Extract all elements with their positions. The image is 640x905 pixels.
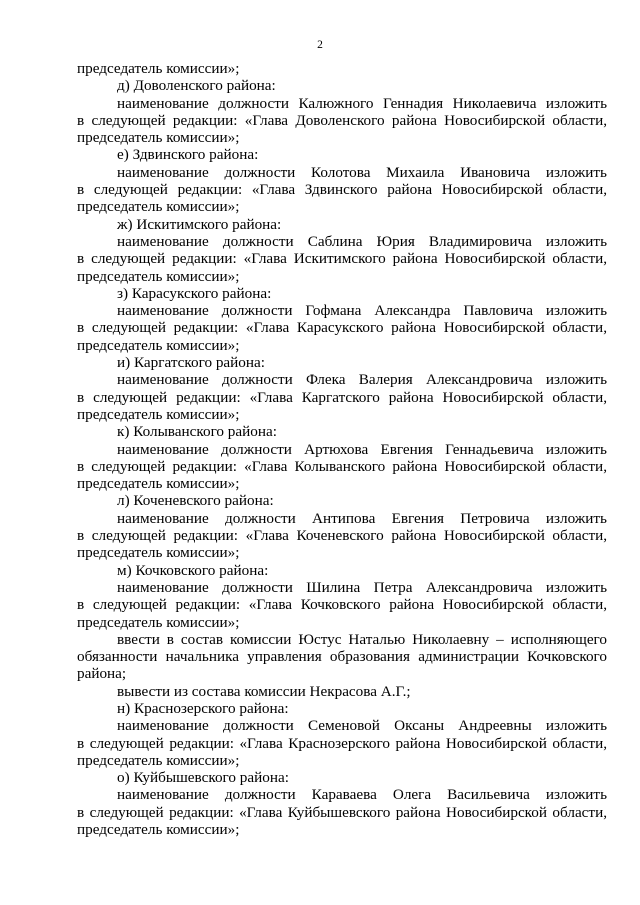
- document-line: председатель комиссии»;: [77, 198, 240, 216]
- document-line: наименование должности Гофмана Александра Павловича изложить: [117, 302, 607, 320]
- document-line: председатель комиссии»;: [77, 405, 240, 423]
- document-line: председатель комиссии»;: [77, 60, 240, 77]
- document-line: председатель комиссии»;: [77, 613, 240, 631]
- document-line: м) Кочковского района:: [117, 561, 269, 579]
- page-number: 2: [317, 39, 323, 51]
- document-line: наименование должности Семеновой Оксаны Андреевны изложить: [117, 717, 607, 735]
- document-line: к) Колыванского района:: [117, 423, 277, 441]
- document-line: наименование должности Флека Валерия Александровича изложить: [117, 371, 607, 389]
- document-line: в следующей редакции: «Глава Доволенского района Новосибирской области,: [77, 111, 607, 129]
- document-line: н) Краснозерского района:: [117, 699, 289, 717]
- document-line: председатель комиссии»;: [77, 129, 240, 147]
- document-line: наименование должности Саблина Юрия Владимировича изложить: [117, 232, 607, 250]
- document-line: в следующей редакции: «Глава Каргатского района Новосибирской области,: [77, 388, 607, 406]
- document-line: в следующей редакции: «Глава Здвинского района Новосибирской области,: [77, 181, 607, 199]
- document-line: обязанности начальника управления образования администрации Кочковского: [77, 648, 607, 666]
- document-line: наименование должности Калюжного Геннадия Николаевича изложить: [117, 94, 607, 112]
- document-line: о) Куйбышевского района:: [117, 769, 289, 787]
- document-line: в следующей редакции: «Глава Кочковского района Новосибирской области,: [77, 596, 607, 614]
- document-line: л) Коченевского района:: [117, 492, 274, 510]
- document-line: председатель комиссии»;: [77, 821, 240, 839]
- document-line: в следующей редакции: «Глава Куйбышевского района Новосибирской области,: [77, 803, 607, 821]
- document-line: наименование должности Антипова Евгения Петровича изложить: [117, 509, 607, 527]
- document-line: в следующей редакции: «Глава Карасукского района Новосибирской области,: [77, 319, 607, 337]
- document-line: з) Карасукского района:: [117, 284, 272, 302]
- document-line: председатель комиссии»;: [77, 751, 240, 769]
- document-line: наименование должности Шилина Петра Александровича изложить: [117, 578, 607, 596]
- document-line: в следующей редакции: «Глава Коченевского района Новосибирской области,: [77, 527, 607, 545]
- document-line: наименование должности Артюхова Евгения Геннадьевича изложить: [117, 440, 607, 458]
- document-line: е) Здвинского района:: [117, 146, 259, 164]
- document-line: вывести из состава комиссии Некрасова А.Г.;: [117, 682, 411, 700]
- document-body: [77, 60, 607, 838]
- document-line: в следующей редакции: «Глава Колыванского района Новосибирской области,: [77, 457, 607, 475]
- document-line: района;: [77, 665, 127, 683]
- document-line: наименование должности Караваева Олега Васильевича изложить: [117, 786, 607, 804]
- document-line: председатель комиссии»;: [77, 475, 240, 493]
- document-line: и) Каргатского района:: [117, 354, 265, 372]
- document-line: в следующей редакции: «Глава Искитимского района Новосибирской области,: [77, 250, 607, 268]
- document-line: д) Доволенского района:: [117, 77, 276, 95]
- document-line: председатель комиссии»;: [77, 336, 240, 354]
- document-line: ввести в состав комиссии Юстус Наталью Николаевну – исполняющего: [117, 630, 607, 648]
- document-line: в следующей редакции: «Глава Краснозерского района Новосибирской области,: [77, 734, 607, 752]
- document-line: наименование должности Колотова Михаила Ивановича изложить: [117, 163, 607, 181]
- document-line: председатель комиссии»;: [77, 267, 240, 285]
- document-line: председатель комиссии»;: [77, 544, 240, 562]
- document-line: ж) Искитимского района:: [117, 215, 282, 233]
